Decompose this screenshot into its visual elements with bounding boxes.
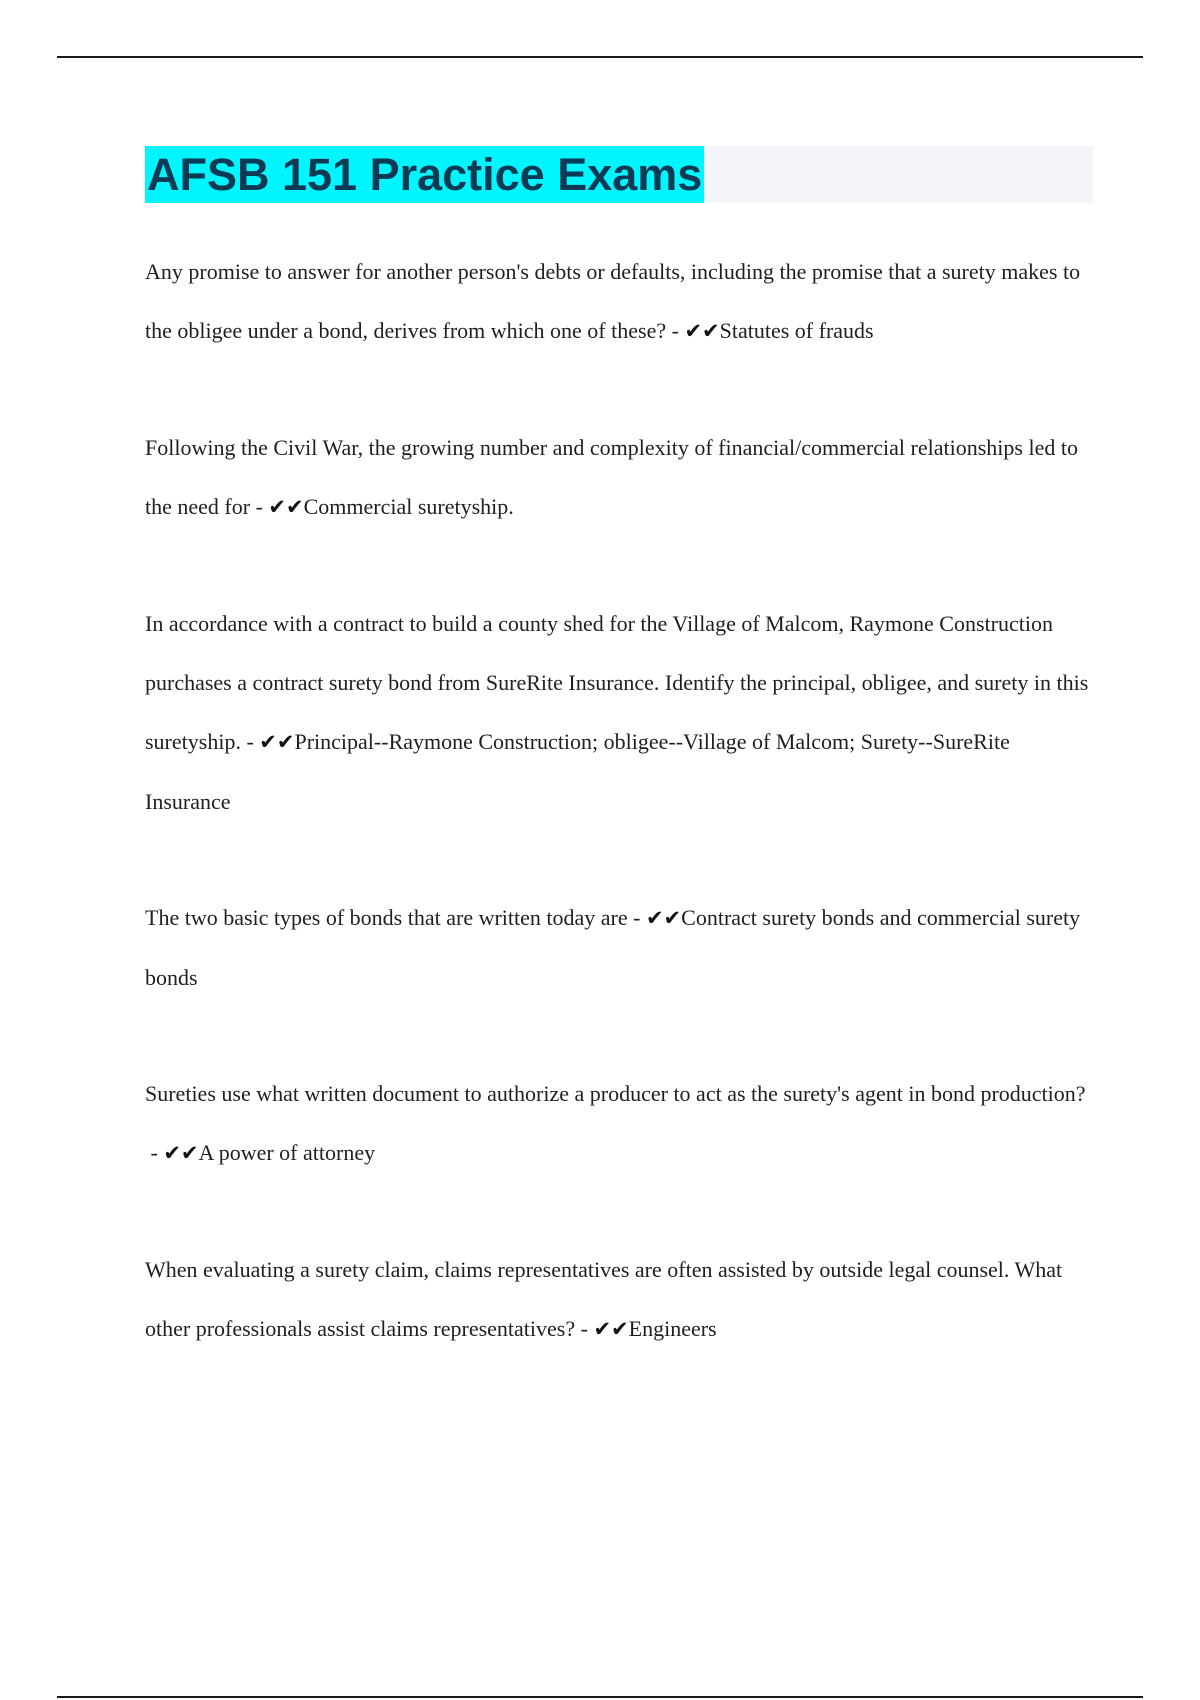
page-title: AFSB 151 Practice Exams [145, 146, 704, 203]
question-text: Following the Civil War, the growing number and complexity of financial/commercial relationships led to the need for [145, 435, 1078, 519]
question-text: In accordance with a contract to build a county shed for the Village of Malcom, Raymone Construction purchases a contract surety bond from SureRite Insurance. Identify the principal, obligee, and surety in this suretyship. [145, 611, 1089, 754]
qa-list [145, 242, 1095, 1416]
answer-text: Commercial suretyship. [303, 494, 514, 519]
double-check-icon: ✔✔ [163, 1141, 199, 1165]
double-check-icon: ✔✔ [259, 730, 295, 754]
separator: - [240, 729, 260, 754]
separator: - [627, 905, 646, 930]
answer-text: A power of attorney [198, 1140, 376, 1165]
qa-item-4 [145, 888, 1095, 1007]
separator: - [250, 494, 269, 519]
separator: - [145, 1140, 164, 1165]
answer-text: Principal--Raymone Construction; obligee--Village of Malcom; Surety--SureRite Insurance [145, 729, 1010, 814]
answer-text: Engineers [628, 1316, 717, 1341]
answer-text: Contract surety bonds and commercial surety bonds [145, 905, 1081, 990]
separator: - [575, 1316, 594, 1341]
double-check-icon: ✔✔ [593, 1317, 629, 1341]
question-text: The two basic types of bonds that are written today are [145, 905, 628, 930]
answer-text: Statutes of frauds [719, 318, 874, 343]
question-text: Sureties use what written document to authorize a producer to act as the surety's agent in bond production? [145, 1081, 1086, 1106]
qa-item-1 [145, 242, 1095, 361]
separator: - [666, 318, 685, 343]
question-text: Any promise to answer for another person's debts or defaults, including the promise that a surety makes to the obligee under a bond, derives from which one of these? [145, 259, 1081, 343]
question-text: When evaluating a surety claim, claims representatives are often assisted by outside legal counsel. What other professionals assist claims representatives? [145, 1257, 1063, 1341]
qa-item-6 [145, 1240, 1095, 1359]
bottom-rule [57, 1696, 1143, 1698]
qa-item-3 [145, 594, 1095, 831]
double-check-icon: ✔✔ [268, 495, 304, 519]
top-rule [57, 56, 1143, 58]
qa-item-2 [145, 418, 1095, 537]
qa-item-5 [145, 1064, 1095, 1183]
double-check-icon: ✔✔ [684, 319, 720, 343]
double-check-icon: ✔✔ [645, 906, 682, 930]
